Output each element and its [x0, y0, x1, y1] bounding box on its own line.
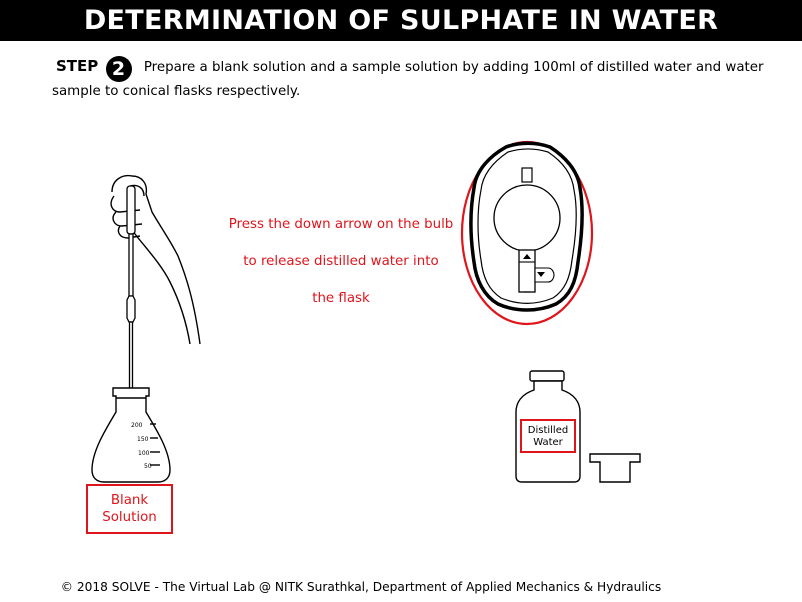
step-label: STEP — [56, 57, 99, 75]
step-number-badge: 2 — [106, 56, 132, 82]
hand-illustration — [111, 176, 200, 344]
flask-graduation-100: 100 — [138, 450, 150, 457]
footer-copyright: © 2018 SOLVE - The Virtual Lab @ NITK Surathkal, Department of Applied Mechanics & Hydraulics — [60, 580, 662, 594]
bottle-stopper[interactable] — [590, 454, 640, 482]
flask-graduation-50: 50 — [144, 463, 152, 470]
instruction-line-3: the flask — [312, 291, 370, 306]
blank-solution-label: Blank Solution — [86, 484, 173, 534]
step-text: Prepare a blank solution and a sample solution by adding 100ml of distilled water and water sample to conical flasks respectively. — [52, 60, 764, 99]
distilled-water-label: Distilled Water — [520, 419, 576, 453]
conical-flask[interactable] — [92, 388, 170, 482]
page-title: DETERMINATION OF SULPHATE IN WATER — [0, 0, 802, 41]
pipette-icon[interactable] — [127, 186, 135, 392]
flask-graduation-200: 200 — [131, 422, 143, 429]
flask-graduation-150: 150 — [137, 436, 149, 443]
instruction-line-1: Press the down arrow on the bulb — [228, 217, 454, 232]
instruction-line-2: to release distilled water into — [243, 254, 439, 269]
pipette-filler-bulb[interactable] — [471, 143, 582, 310]
